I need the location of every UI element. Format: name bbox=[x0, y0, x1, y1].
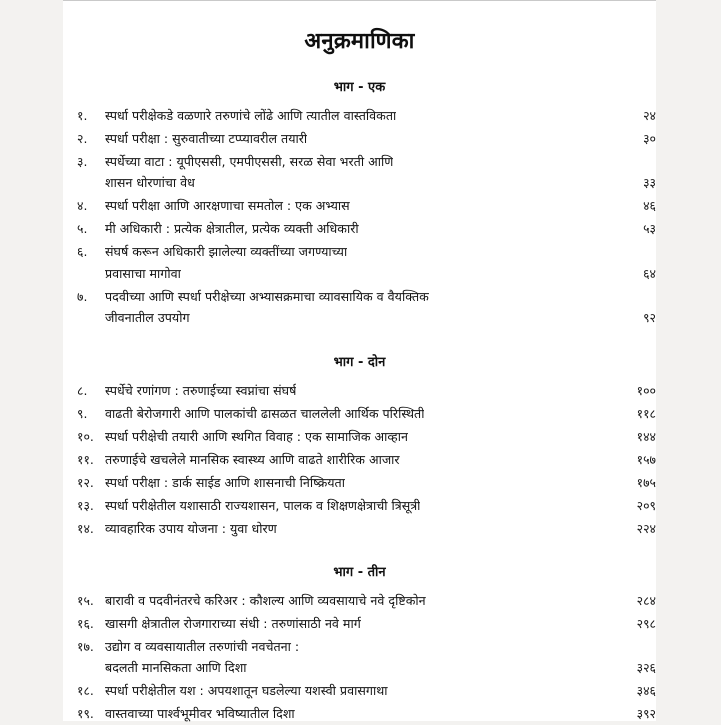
entry-body bbox=[105, 472, 656, 494]
entry-page-number: ३३ bbox=[643, 175, 656, 191]
entry-body bbox=[105, 151, 656, 194]
entry-title: वाढती बेरोजगारी आणि पालकांची ढासळत चाललेली आर्थिक परिस्थिती bbox=[105, 405, 425, 421]
toc-entry[interactable] bbox=[63, 195, 656, 217]
entry-number: १४. bbox=[77, 520, 94, 536]
entry-title: स्पर्धा परीक्षा : सुरुवातीच्या टप्प्यावरील तयारी bbox=[105, 130, 308, 146]
entry-body bbox=[105, 286, 656, 329]
toc-entry[interactable] bbox=[63, 128, 656, 150]
book-page bbox=[63, 0, 656, 721]
entry-number: ७. bbox=[77, 288, 88, 304]
entry-title: स्पर्धा परीक्षेकडे वळणारे तरुणांचे लोंढे आणि त्यातील वास्तविकता bbox=[105, 107, 397, 123]
entry-body bbox=[105, 380, 656, 402]
entry-text-row bbox=[105, 472, 656, 494]
entry-number: ५. bbox=[77, 221, 88, 237]
toc-entry[interactable] bbox=[63, 403, 656, 425]
entry-body bbox=[105, 241, 656, 284]
entry-text-row bbox=[105, 307, 656, 329]
entry-number: १९. bbox=[77, 706, 94, 722]
toc-entry[interactable] bbox=[63, 426, 656, 448]
toc-entry[interactable] bbox=[63, 449, 656, 471]
entry-text-row bbox=[105, 636, 656, 658]
entry-page-number: २९८ bbox=[636, 615, 656, 631]
entry-text-row bbox=[105, 613, 656, 635]
entry-text-row bbox=[105, 680, 656, 702]
entry-number: १२. bbox=[77, 474, 94, 490]
table-of-contents bbox=[63, 80, 656, 724]
entry-title: मी अधिकारी : प्रत्येक क्षेत्रातील, प्रत्येक व्यक्ती अधिकारी bbox=[105, 221, 359, 237]
entry-text-row bbox=[105, 703, 656, 725]
part-section bbox=[63, 355, 656, 539]
entry-text-row bbox=[105, 241, 656, 263]
entry-title: उद्योग व व्यवसायातील तरुणांची नवचेतना : bbox=[105, 638, 300, 654]
entry-body bbox=[105, 613, 656, 635]
entry-page-number: ३४६ bbox=[636, 683, 656, 699]
toc-entry[interactable] bbox=[63, 286, 656, 329]
part-heading: भाग - दोन bbox=[333, 354, 386, 370]
entry-text-row bbox=[105, 218, 656, 240]
toc-entry[interactable] bbox=[63, 518, 656, 540]
toc-entry-list bbox=[63, 590, 656, 725]
entry-number: १७. bbox=[77, 638, 94, 654]
toc-entry[interactable] bbox=[63, 105, 656, 127]
part-section bbox=[63, 565, 656, 725]
entry-page-number: २४ bbox=[643, 107, 656, 123]
entry-page-number: २८४ bbox=[636, 592, 656, 608]
toc-entry[interactable] bbox=[63, 241, 656, 284]
entry-body bbox=[105, 105, 656, 127]
entry-number: ४. bbox=[77, 198, 88, 214]
entry-title: संघर्ष करून अधिकारी झालेल्या व्यक्तींच्या जगण्याच्या bbox=[105, 244, 348, 260]
entry-number: १८. bbox=[77, 683, 94, 699]
entry-text-row bbox=[105, 518, 656, 540]
entry-title: तरुणाईचे खचलेले मानसिक स्वास्थ्य आणि वाढते शारीरिक आजार bbox=[105, 451, 400, 467]
entry-title: जीवनातील उपयोग bbox=[105, 310, 190, 326]
entry-title: स्पर्धेच्या वाटा : यूपीएससी, एमपीएससी, सरळ सेवा भरती आणि bbox=[105, 153, 394, 169]
entry-text-row bbox=[105, 286, 656, 308]
entry-number: ६. bbox=[77, 244, 88, 260]
entry-text-row bbox=[105, 426, 656, 448]
entry-title: बदलती मानसिकता आणि दिशा bbox=[105, 660, 247, 676]
entry-number: ३. bbox=[77, 153, 88, 169]
entry-number: ११. bbox=[77, 451, 94, 467]
entry-body bbox=[105, 426, 656, 448]
entry-body bbox=[105, 703, 656, 725]
part-heading: भाग - तीन bbox=[333, 565, 386, 581]
entry-body bbox=[105, 449, 656, 471]
page-content bbox=[63, 1, 656, 721]
entry-text-row bbox=[105, 263, 656, 285]
entry-page-number: ५३ bbox=[643, 221, 656, 237]
toc-entry[interactable] bbox=[63, 590, 656, 612]
entry-title: स्पर्धा परीक्षेतील यशासाठी राज्यशासन, पालक व शिक्षणक्षेत्राची त्रिसूत्री bbox=[105, 497, 421, 513]
entry-body bbox=[105, 680, 656, 702]
entry-text-row bbox=[105, 495, 656, 517]
toc-entry[interactable] bbox=[63, 218, 656, 240]
entry-title: खासगी क्षेत्रातील रोजगाराच्या संधी : तरुणांसाठी नवे मार्ग bbox=[105, 615, 361, 631]
entry-text-row bbox=[105, 590, 656, 612]
entry-body bbox=[105, 218, 656, 240]
toc-entry[interactable] bbox=[63, 680, 656, 702]
toc-entry[interactable] bbox=[63, 636, 656, 679]
entry-text-row bbox=[105, 105, 656, 127]
entry-number: १३. bbox=[77, 497, 94, 513]
entry-page-number: १५७ bbox=[636, 451, 656, 467]
entry-body bbox=[105, 518, 656, 540]
entry-page-number: १०० bbox=[636, 382, 656, 398]
entry-text-row bbox=[105, 449, 656, 471]
entry-number: १६. bbox=[77, 615, 94, 631]
page-title: अनुक्रमाणिका bbox=[304, 29, 415, 54]
entry-text-row bbox=[105, 380, 656, 402]
entry-title: स्पर्धा परीक्षेतील यश : अपयशातून घडलेल्या यशस्वी प्रवासगाथा bbox=[105, 683, 388, 699]
entry-body bbox=[105, 495, 656, 517]
entry-number: १५. bbox=[77, 592, 94, 608]
toc-entry[interactable] bbox=[63, 703, 656, 725]
entry-title: बारावी व पदवीनंतरचे करिअर : कौशल्य आणि व्यवसायाचे नवे दृष्टिकोन bbox=[105, 592, 426, 608]
entry-number: ९. bbox=[77, 405, 88, 421]
entry-page-number: ३० bbox=[643, 130, 656, 146]
entry-title: शासन धोरणांचा वेध bbox=[105, 175, 195, 191]
entry-body bbox=[105, 128, 656, 150]
entry-page-number: २०९ bbox=[636, 497, 656, 513]
entry-page-number: ६४ bbox=[643, 265, 656, 281]
entry-title: वास्तवाच्या पार्श्वभूमीवर भविष्यातील दिशा bbox=[105, 706, 295, 722]
entry-page-number: ११८ bbox=[636, 405, 656, 421]
toc-entry[interactable] bbox=[63, 472, 656, 494]
toc-entry[interactable] bbox=[63, 495, 656, 517]
entry-page-number: ९२ bbox=[643, 310, 656, 326]
entry-page-number: १७५ bbox=[636, 474, 656, 490]
entry-title: पदवीच्या आणि स्पर्धा परीक्षेच्या अभ्यासक्रमाचा व्यावसायिक व वैयक्तिक bbox=[105, 288, 429, 304]
entry-page-number: १४४ bbox=[636, 428, 656, 444]
entry-page-number: ३२६ bbox=[636, 660, 656, 676]
entry-text-row bbox=[105, 128, 656, 150]
entry-body bbox=[105, 636, 656, 679]
entry-title: स्पर्धेचे रणांगण : तरुणाईच्या स्वप्नांचा संघर्ष bbox=[105, 382, 297, 398]
entry-body bbox=[105, 590, 656, 612]
part-heading: भाग - एक bbox=[333, 80, 386, 96]
entry-title: स्पर्धा परीक्षेची तयारी आणि स्थगित विवाह : एक सामाजिक आव्हान bbox=[105, 428, 408, 444]
entry-title: स्पर्धा परीक्षा : डार्क साईड आणि शासनाची निष्क्रियता bbox=[105, 474, 345, 490]
entry-number: २. bbox=[77, 130, 88, 146]
toc-entry-list bbox=[63, 105, 656, 329]
toc-entry[interactable] bbox=[63, 151, 656, 194]
entry-title: स्पर्धा परीक्षा आणि आरक्षणाचा समतोल : एक अभ्यास bbox=[105, 198, 350, 214]
entry-text-row bbox=[105, 657, 656, 679]
part-section bbox=[63, 80, 656, 329]
entry-text-row bbox=[105, 195, 656, 217]
entry-page-number: २२४ bbox=[636, 520, 656, 536]
entry-text-row bbox=[105, 403, 656, 425]
entry-number: १. bbox=[77, 107, 88, 123]
toc-entry[interactable] bbox=[63, 380, 656, 402]
toc-entry[interactable] bbox=[63, 613, 656, 635]
entry-number: १०. bbox=[77, 428, 94, 444]
entry-body bbox=[105, 403, 656, 425]
toc-entry-list bbox=[63, 380, 656, 540]
entry-text-row bbox=[105, 151, 656, 173]
entry-text-row bbox=[105, 172, 656, 194]
entry-number: ८. bbox=[77, 382, 88, 398]
entry-page-number: ३९२ bbox=[636, 706, 656, 722]
entry-title: प्रवासाचा मागोवा bbox=[105, 265, 181, 281]
entry-body bbox=[105, 195, 656, 217]
entry-page-number: ४६ bbox=[643, 198, 656, 214]
entry-title: व्यावहारिक उपाय योजना : युवा धोरण bbox=[105, 520, 277, 536]
